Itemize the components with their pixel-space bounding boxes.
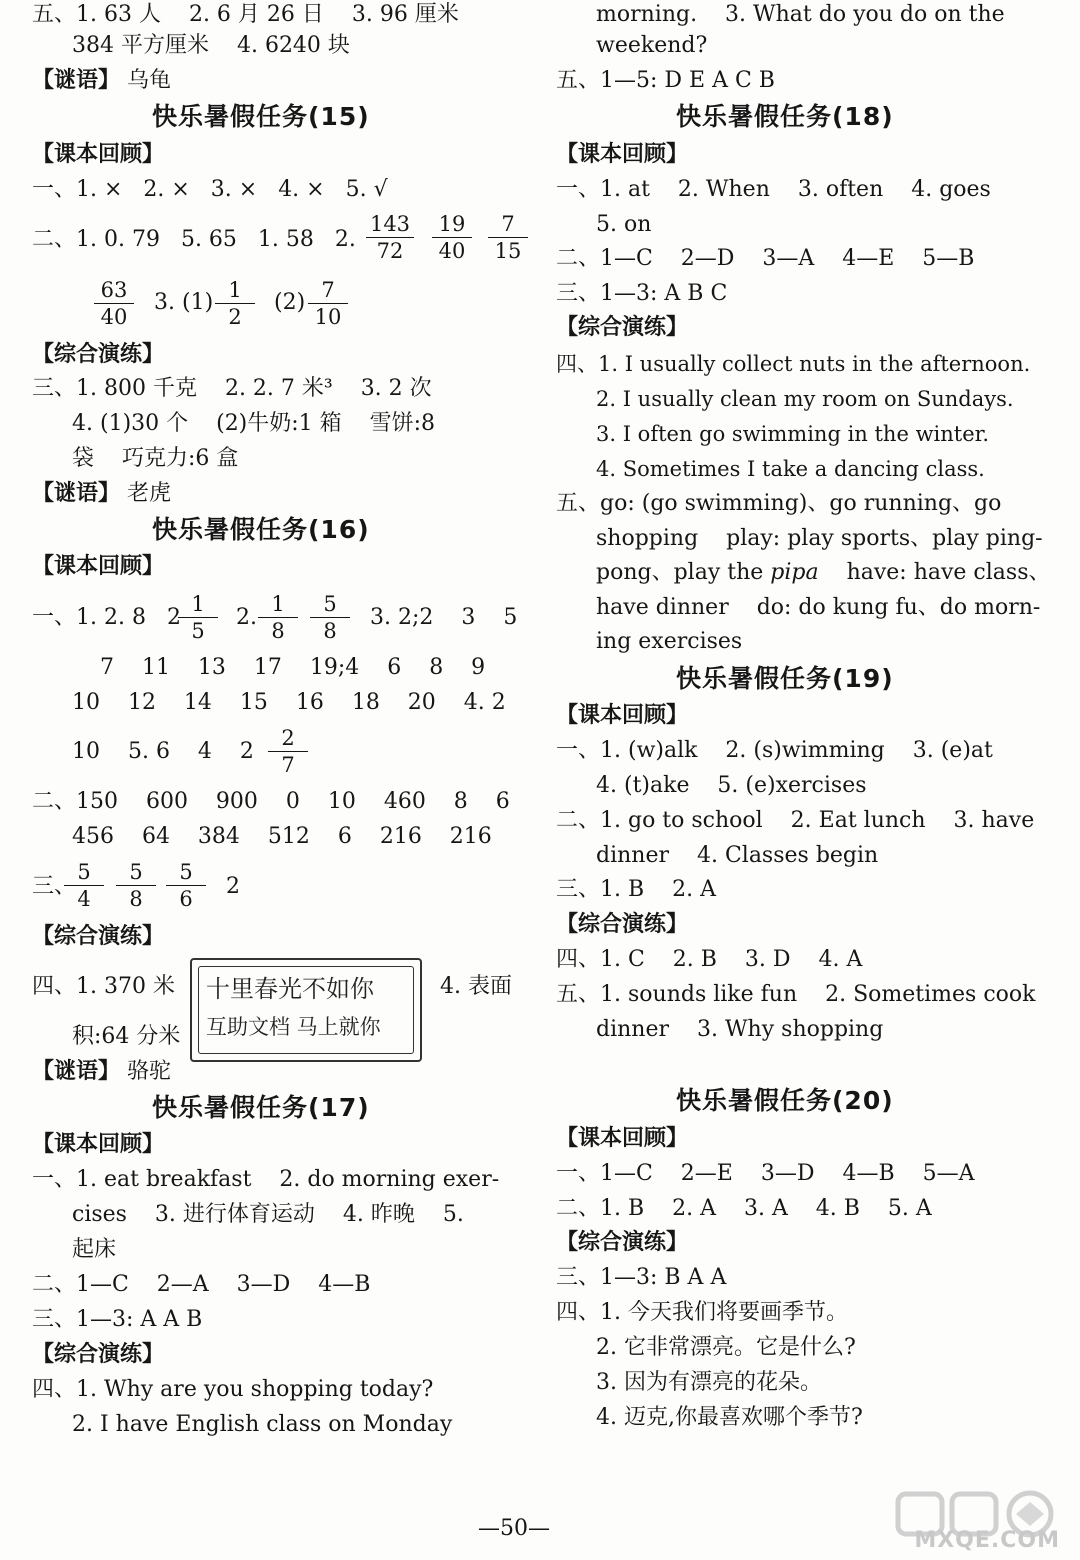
page-number: —50—: [478, 1516, 550, 1541]
answer-line: 五、go: (go swimming)、go running、go: [556, 491, 1002, 516]
fraction: 1 8: [258, 592, 298, 643]
answer-line: 二、150 600 900 0 10 460 8 6: [32, 789, 510, 814]
answer-text: 一、1. 2. 8 2: [32, 605, 181, 630]
answer-line: cises 3. 进行体育运动 4. 昨晚 5.: [72, 1202, 464, 1227]
answer-text: (2): [274, 290, 306, 315]
subsection-header: 【课本回顾】: [32, 554, 165, 579]
answer-line: 三、1—3: A B C: [556, 281, 728, 306]
fraction: 5 8: [310, 592, 350, 643]
fraction: 7 15: [488, 212, 528, 263]
answer-line: 4. (1)30 个 (2)牛奶:1 箱 雪饼:8: [72, 411, 436, 436]
answer-line: 二、1. B 2. A 3. A 4. B 5. A: [556, 1196, 932, 1221]
subsection-header: 【课本回顾】: [556, 142, 689, 167]
answer-text: have: have class、: [818, 560, 1051, 585]
answer-line: 5. on: [596, 212, 652, 237]
answer-line: 4. (t)ake 5. (e)xercises: [596, 773, 867, 798]
answer-line: 积:64 分米: [72, 1024, 181, 1049]
answer-line: 2. I have English class on Monday: [72, 1412, 453, 1437]
answer-line: morning. 3. What do you do on the: [596, 2, 1005, 27]
fraction: 19 40: [432, 212, 472, 263]
answer-line: 袋 巧克力:6 盒: [72, 446, 239, 471]
subsection-header: 【课本回顾】: [32, 142, 165, 167]
riddle-answer: 骆驼: [127, 1059, 172, 1084]
answer-line: 3. I often go swimming in the winter.: [596, 422, 990, 446]
stamp-text: 十里春光不如你: [206, 975, 374, 1003]
answer-line: 二、1—C 2—D 3—A 4—E 5—B: [556, 246, 975, 271]
subsection-header: 【综合演练】: [32, 1342, 165, 1367]
riddle-label: 【谜语】: [32, 481, 121, 506]
subsection-header: 【综合演练】: [32, 924, 165, 949]
answer-line: 二、1. 0. 79 5. 65 1. 58 2.: [32, 227, 356, 252]
answer-line: dinner 4. Classes begin: [596, 843, 879, 868]
answer-line: 4. 表面: [440, 974, 512, 999]
section-title: 快乐暑假任务(16): [152, 515, 370, 544]
answer-line: 384 平方厘米 4. 6240 块: [72, 33, 350, 58]
answer-text: 10 5. 6 4 2: [72, 739, 254, 764]
answer-line: 一、1. at 2. When 3. often 4. goes: [556, 177, 991, 202]
answer-line: 10 12 14 15 16 18 20 4. 2: [72, 690, 506, 715]
answer-line: 三、1. B 2. A: [556, 877, 716, 902]
answer-line: [596, 558, 1051, 588]
riddle-line: [32, 1057, 171, 1087]
fraction: 143 72: [366, 212, 414, 263]
riddle-answer: 老虎: [127, 481, 172, 506]
fraction: 5 8: [116, 860, 156, 911]
answer-line: 2. I usually clean my room on Sundays.: [596, 387, 1014, 411]
subsection-header: 【综合演练】: [556, 912, 689, 937]
answer-line: 四、1. Why are you shopping today?: [32, 1377, 434, 1402]
answer-line: 五、1. sounds like fun 2. Sometimes cook: [556, 982, 1036, 1007]
fraction: 2 7: [268, 726, 308, 777]
answer-text: 2.: [236, 605, 257, 630]
subsection-header: 【课本回顾】: [556, 703, 689, 728]
answer-text: pong、play the: [596, 560, 771, 585]
subsection-header: 【课本回顾】: [32, 1132, 165, 1157]
fraction: 5 4: [64, 860, 104, 911]
stamp-overlay: [190, 958, 422, 1062]
answer-text: 3. (1): [154, 290, 214, 315]
watermark-url: MXQE.COM: [914, 1528, 1060, 1553]
subsection-header: 【综合演练】: [556, 315, 689, 340]
riddle-line: [32, 66, 171, 96]
fraction: 1 2: [215, 278, 255, 329]
stamp-text: 互助文档 马上就你: [206, 1015, 381, 1039]
answer-text-italic: pipa: [770, 560, 819, 585]
answer-line: 3. 因为有漂亮的花朵。: [596, 1370, 822, 1395]
answer-line: 2. 它非常漂亮。它是什么?: [596, 1335, 856, 1360]
answer-line: shopping play: play sports、play ping-: [596, 526, 1043, 551]
fraction: 63 40: [94, 278, 134, 329]
section-title: 快乐暑假任务(15): [152, 102, 370, 131]
subsection-header: 【课本回顾】: [556, 1126, 689, 1151]
answer-line: dinner 3. Why shopping: [596, 1017, 884, 1042]
riddle-answer: 乌龟: [127, 68, 172, 93]
answer-line: 7 11 13 17 19;4 6 8 9: [100, 655, 486, 680]
answer-line: 二、1. go to school 2. Eat lunch 3. have: [556, 808, 1035, 833]
answer-line: 一、1. (w)alk 2. (s)wimming 3. (e)at: [556, 738, 993, 763]
answer-line: 三、1—3: A A B: [32, 1307, 203, 1332]
section-title: 快乐暑假任务(17): [152, 1093, 370, 1122]
answer-line: 二、1—C 2—A 3—D 4—B: [32, 1272, 371, 1297]
fraction: 5 6: [166, 860, 206, 911]
answer-text: 三、: [32, 874, 77, 899]
subsection-header: 【综合演练】: [556, 1230, 689, 1255]
answer-line: 五、1—5: D E A C B: [556, 68, 775, 93]
section-title: 快乐暑假任务(19): [676, 664, 894, 693]
answer-text: 2: [226, 874, 240, 899]
section-title: 快乐暑假任务(20): [676, 1086, 894, 1115]
riddle-line: [32, 479, 171, 509]
riddle-label: 【谜语】: [32, 68, 121, 93]
answer-text: 3. 2;2 3 5: [370, 605, 518, 630]
answer-line: 三、1—3: B A A: [556, 1265, 727, 1290]
answer-line: 一、1. × 2. × 3. × 4. × 5. √: [32, 177, 388, 202]
answer-line: 一、1—C 2—E 3—D 4—B 5—A: [556, 1161, 975, 1186]
subsection-header: 【综合演练】: [32, 342, 165, 367]
answer-line: 4. Sometimes I take a dancing class.: [596, 457, 985, 481]
answer-line: 4. 迈克,你最喜欢哪个季节?: [596, 1405, 863, 1430]
riddle-label: 【谜语】: [32, 1059, 121, 1084]
fraction: 7 10: [308, 278, 348, 329]
answer-line: have dinner do: do kung fu、do morn-: [596, 595, 1041, 620]
answer-line: 起床: [72, 1237, 117, 1262]
answer-line: 456 64 384 512 6 216 216: [72, 824, 492, 849]
answer-line: 五、1. 63 人 2. 6 月 26 日 3. 96 厘米: [32, 2, 459, 27]
answer-line: 一、1. eat breakfast 2. do morning exer-: [32, 1167, 500, 1192]
fraction: 1 5: [178, 592, 218, 643]
answer-line: 四、1. C 2. B 3. D 4. A: [556, 947, 863, 972]
answer-line: weekend?: [596, 33, 708, 58]
answer-line: 四、1. I usually collect nuts in the afternoon.: [556, 352, 1031, 376]
answer-line: 四、1. 370 米: [32, 974, 175, 999]
answer-line: 四、1. 今天我们将要画季节。: [556, 1300, 848, 1325]
section-title: 快乐暑假任务(18): [676, 102, 894, 131]
answer-line: 三、1. 800 千克 2. 2. 7 米³ 3. 2 次: [32, 376, 432, 401]
answer-line: ing exercises: [596, 629, 743, 654]
